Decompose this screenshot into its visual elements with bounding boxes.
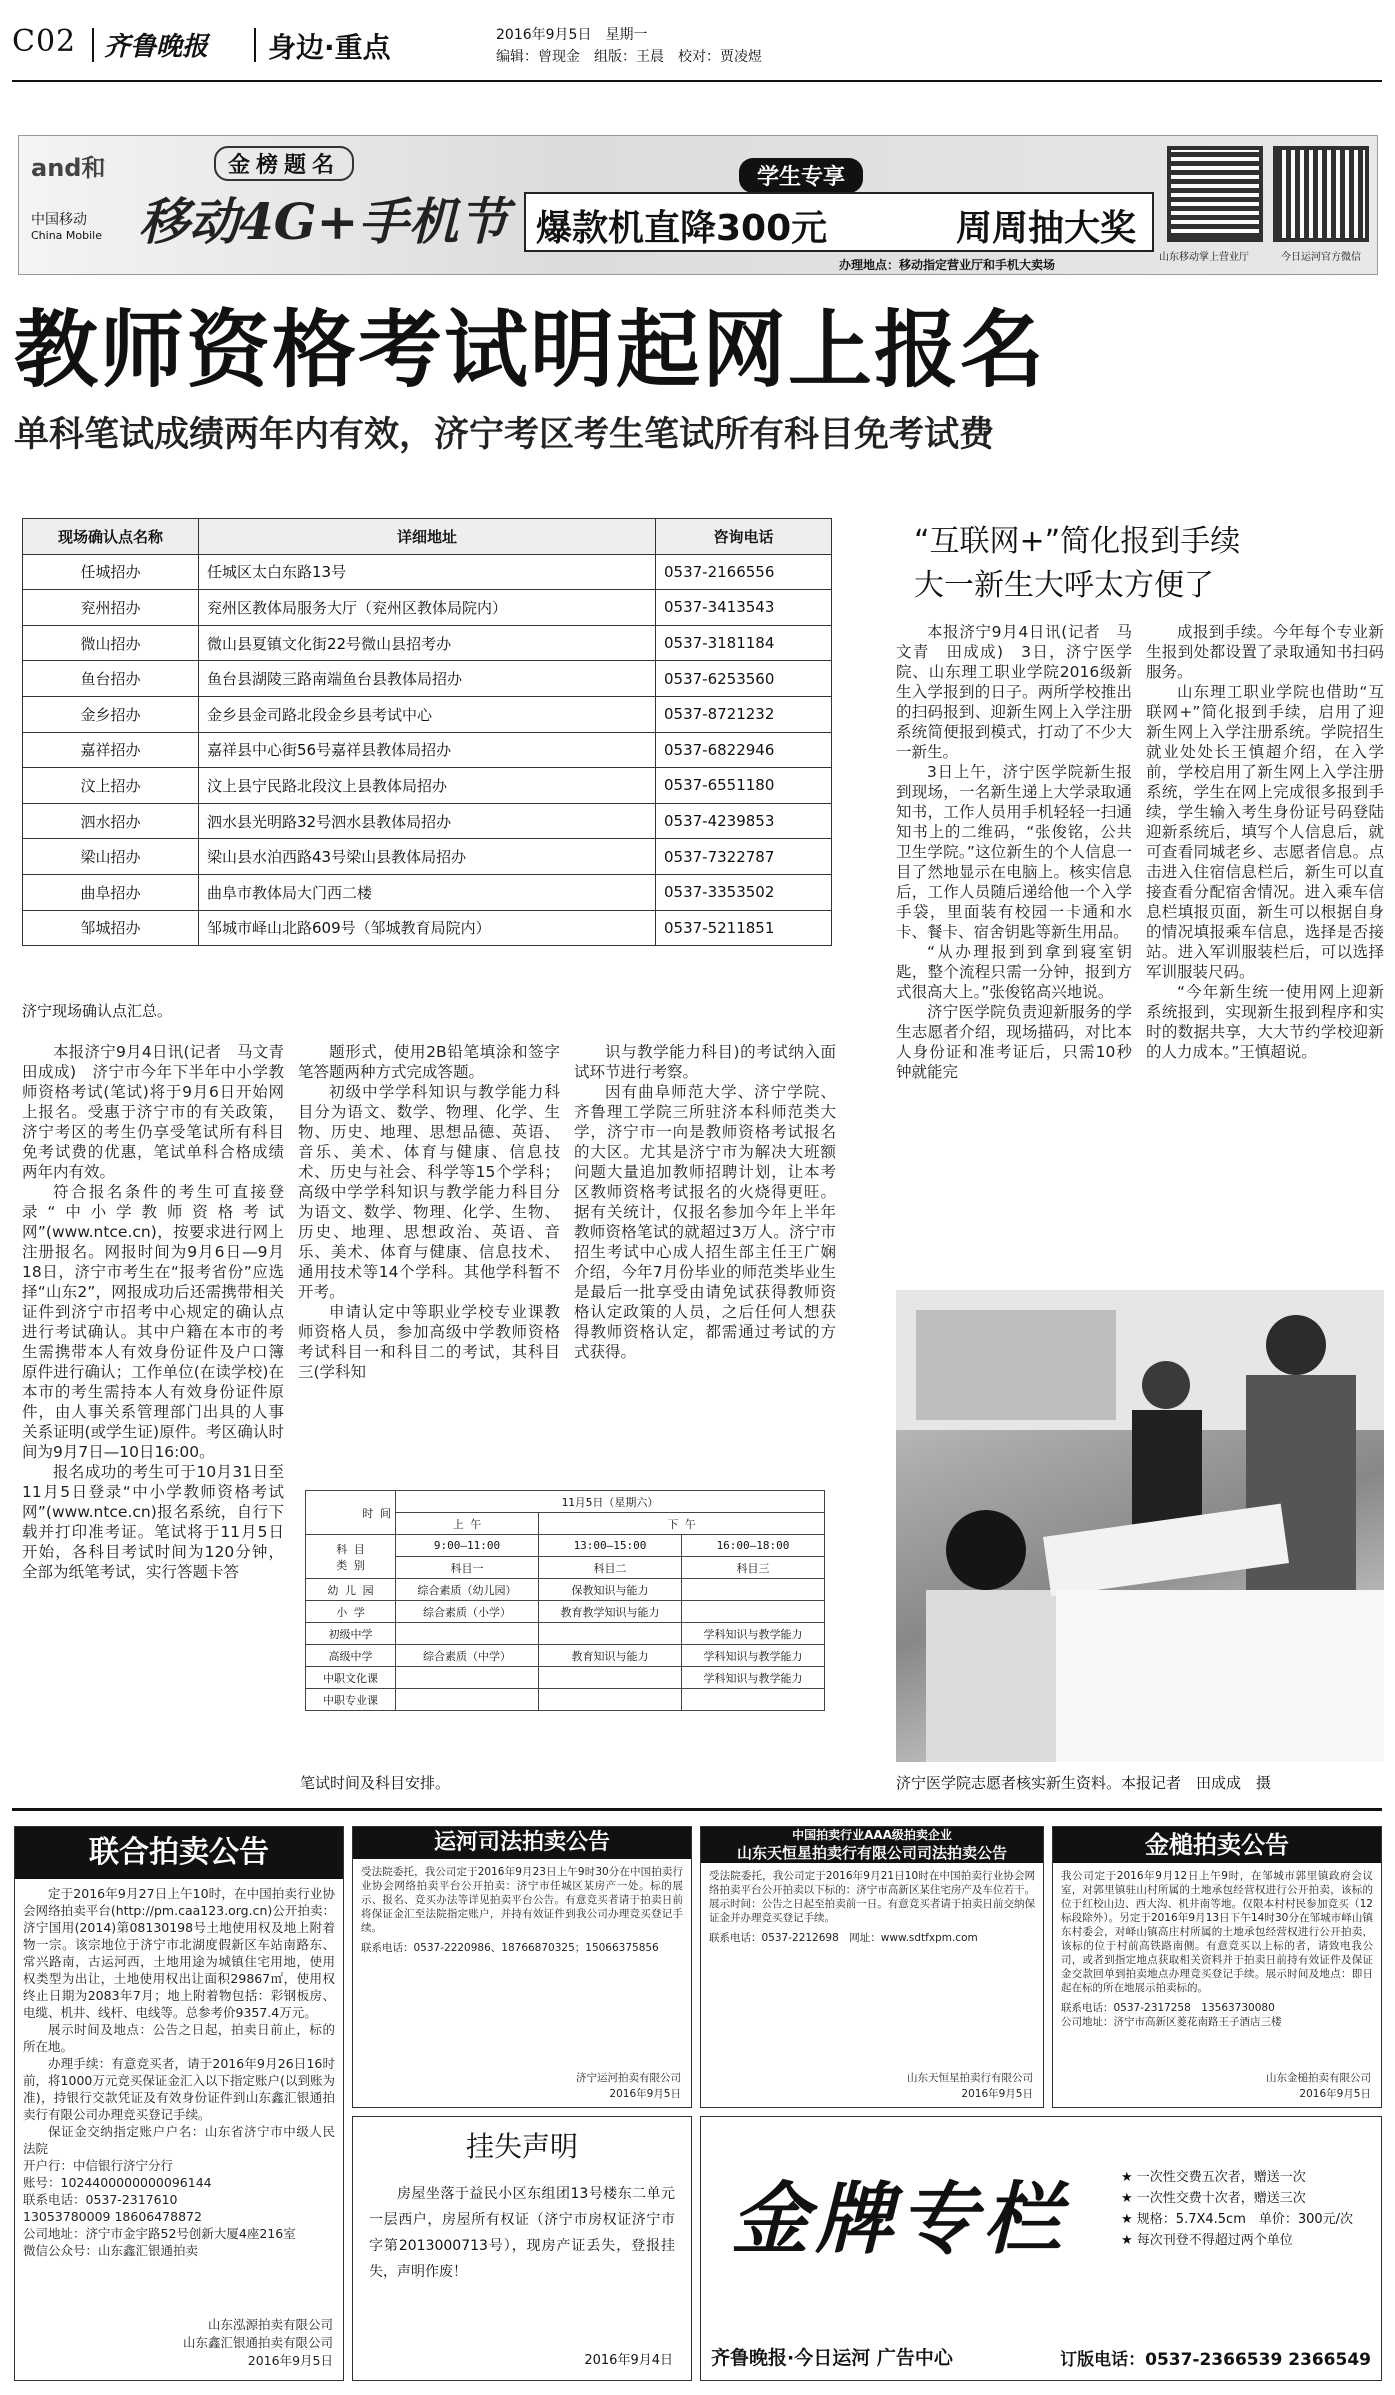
auction1-line: 公司地址：济宁市金宇路52号创新大厦4座216室 (23, 2226, 296, 2241)
gold-column-phone: 订版电话：0537-2366539 2366549 (1060, 2350, 1371, 2370)
auction4-contact: 联系电话：0537-2317258 13563730080 (1061, 2002, 1275, 2014)
main-article-paragraph: 识与教学能力科目)的考试纳入面试环节进行考察。 (574, 1043, 836, 1081)
side-article-paragraph: “从办理报到到拿到寝室钥匙，整个流程只需一分钟，报到方式很高大上。”张俊铭高兴地说。 (896, 943, 1132, 1001)
photo-table (1056, 1590, 1384, 1762)
side-article-paragraph: 济宁医学院负责迎新服务的学生志愿者介绍，现场描码，对比本人身份证和准考证后，只需10秒钟就能完 (896, 1003, 1132, 1081)
qr-code-2 (1273, 146, 1369, 242)
table-row (23, 910, 832, 946)
table-header-site: 现场确认点名称 (23, 519, 199, 555)
schedule-cell: 初级中学 (306, 1623, 396, 1645)
site-name-cell: 邹城招办 (23, 910, 199, 946)
phone-cell: 0537-3413543 (656, 590, 832, 626)
schedule-caption: 笔试时间及科目安排。 (300, 1774, 451, 1792)
auction2-title: 运河司法拍卖公告 (353, 1827, 691, 1859)
star-bullet-icon: ★ (1121, 2191, 1137, 2206)
banner-ad (18, 135, 1378, 275)
main-article-column-1 (22, 1042, 300, 1802)
schedule-cell: 中职专业课 (306, 1689, 396, 1711)
side-article-paragraph: 成报到手续。今年每个专业新生报到处都设置了录取通知书扫码服务。 (1146, 623, 1384, 681)
ad-badge: 学生专享 (739, 158, 863, 193)
schedule-cell (396, 1667, 539, 1689)
ad-address-note: 办理地点：移动指定营业厅和手机大卖场 (839, 258, 1056, 272)
schedule-cell (539, 1667, 682, 1689)
qr-caption-1: 山东移动掌上营业厅 (1159, 252, 1249, 263)
main-article-paragraph: 初级中学学科知识与教学能力科目分为语文、数学、物理、化学、生物、历史、地理、思想品德、英语、音乐、美术、体育与健康、信息技术、历史与社会、科学等15个学科；高级中学学科知识与教学能力科目分为语文、数学、物理、化学、生物、历史、地理、思想政治、英语、音乐、美术、体育与健康、信息技术、通用技术等14个学科。其他学科暂不开考。 (298, 1083, 560, 1301)
gold-column-bullet (1121, 2167, 1371, 2188)
photo-person-body-1 (1132, 1410, 1202, 1530)
site-name-cell: 嘉祥招办 (23, 732, 199, 768)
auction2-body: 受法院委托，我公司定于2016年9月23日上午9时30分在中国拍卖行业协会网络拍卖平台公开拍卖：济宁市任城区某房产一处。标的展示、报名、竞买办法等详见拍卖平台公告。有意竞买者请于拍卖日前将保证金汇至法院指定账户，并持有效证件到我公司办理竞买登记手续。 (361, 1866, 683, 1934)
auction4-signature: 山东金槌拍卖有限公司 (1266, 2072, 1371, 2084)
address-cell: 泗水县光明路32号泗水县教体局招办 (199, 803, 656, 839)
ad-offer (524, 192, 1154, 252)
address-cell: 任城区太白东路13号 (199, 554, 656, 590)
auction3-body: 受法院委托，我公司定于2016年9月21日10时在中国拍卖行业协会网络拍卖平台公开拍卖以下标的：济宁市高新区某住宅房产及车位若干。展示时间：公告之日起至拍卖前一日。有意竞买者请于拍卖日前交纳保证金并办理竞买登记手续。 (709, 1870, 1035, 1924)
auction1-line: 定于2016年9月27日上午10时，在中国拍卖行业协会网络拍卖平台(http://pm.caa123.org.cn)公开拍卖：济宁国用(2014)第08130198号土地使用权及地上附着物一宗。该宗地位于济宁市北湖度假新区车站南路东、常兴路南，古运河西，土地用途为城镇住宅用地，使用权类型为出让，土地使用权出让面积29867㎡，使用权终止日期为2083年7月；地上附着物包括：彩钢板房、电缆、机井、线杆、电线等。总参考价9357.4万元。 (23, 1886, 335, 2020)
lost-notice-body: 房屋坐落于益民小区东组团13号楼东二单元一层西户，房屋所有权证（济宁市房权证济宁市字第2013000713号），现房产证丢失，登报挂失，声明作废！ (369, 2186, 675, 2280)
schedule-label-category: 类 别 (336, 1558, 365, 1572)
auction2-contact: 联系电话：0537-2220986、18766870325；15066375856 (361, 1942, 659, 1954)
auction3-signature: 山东天恒星拍卖行有限公司 (907, 2072, 1033, 2084)
gold-column-brand: 齐鲁晚报·今日运河 广告中心 (711, 2347, 953, 2369)
ad-tagline: 金榜题名 (214, 146, 354, 181)
star-bullet-icon: ★ (1121, 2233, 1137, 2248)
paper-logo: 齐鲁晚报 (104, 32, 209, 62)
star-bullet-icon: ★ (1121, 2170, 1137, 2185)
table-row (23, 590, 832, 626)
phone-cell: 0537-6822946 (656, 732, 832, 768)
photo-person-head-3 (946, 1510, 1026, 1590)
brand-name-cn: 中国移动 (31, 212, 87, 228)
schedule-cell: 幼 儿 园 (306, 1579, 396, 1601)
gold-column-bullet (1121, 2230, 1371, 2251)
schedule-cell: 高级中学 (306, 1645, 396, 1667)
news-photo-volunteers (896, 1290, 1384, 1762)
schedule-row (306, 1667, 825, 1689)
auction3-contact: 联系电话：0537-2212698 网址：www.sdtfxpm.com (709, 1932, 978, 1944)
site-name-cell: 金乡招办 (23, 696, 199, 732)
schedule-cell: 学科知识与教学能力 (682, 1645, 825, 1667)
site-name-cell: 梁山招办 (23, 839, 199, 875)
auction-notice-jinchui (1052, 1826, 1382, 2108)
schedule-cell (539, 1689, 682, 1711)
main-article-paragraph: 申请认定中等职业学校专业课教师资格人员，参加高级中学教师资格考试科目一和科目二的考试，其科目三(学科知 (298, 1303, 560, 1381)
ad-headline: 移动4G+手机节 (139, 192, 509, 251)
section-rule-classifieds (12, 1808, 1382, 1811)
main-article-paragraph: 符合报名条件的考生可直接登录“中小学教师资格考试网”(www.ntce.cn)，按要求进行网上注册报名。网报时间为9月6日—9月18日，济宁市考生在“报考省份”应选择“山东2”，网报成功后还需携带相关证件到济宁市招考中心规定的确认点进行考试确认。其中户籍在本市的考生需携带本人有效身份证件及户口簿原件进行确认；工作单位(在读学校)在本市的考生需持本人有效身份证件原件，由人事关系管理部门出具的人事关系证明(或学生证)原件。考区确认时间为9月7日—10日16:00。 (22, 1183, 284, 1461)
schedule-label-time: 时 间 (362, 1506, 391, 1520)
phone-cell: 0537-4239853 (656, 803, 832, 839)
schedule-subject-2: 科目二 (539, 1557, 682, 1579)
star-bullet-icon: ★ (1121, 2212, 1137, 2227)
schedule-cell (682, 1579, 825, 1601)
schedule-cell: 学科知识与教学能力 (682, 1623, 825, 1645)
address-cell: 曲阜市教体局大门西二楼 (199, 874, 656, 910)
schedule-am: 上 午 (396, 1513, 539, 1535)
auction1-line: 13053780009 18606478872 (23, 2209, 202, 2224)
masthead-divider (92, 28, 94, 62)
side-article-column-2 (1146, 622, 1384, 1274)
phone-cell: 0537-2166556 (656, 554, 832, 590)
main-article-paragraph: 因有曲阜师范大学、济宁学院、齐鲁理工学院三所驻济本科师范类大学，济宁市一向是教师资格考试报名的大区。尤其是济宁市为解决大班额问题大量追加教师招聘计划，让本考区教师资格考试报名的火烧得更旺。据有关统计，仅报名参加今年上半年教师资格笔试的就超过3万人。济宁市招生考试中心成人招生部主任王广娴介绍，今年7月份毕业的师范类毕业生是最后一批享受由请免试获得教师资格认定政策的人员，之后任何人想获得教师资格认定，都需通过考试的方式获得。 (574, 1083, 836, 1361)
section-title: 身边·重点 (268, 31, 391, 64)
masthead-divider-2 (254, 28, 256, 62)
photo-illustration (896, 1290, 1384, 1762)
lost-notice-title: 挂失声明 (465, 2130, 578, 2163)
auction4-address: 公司地址：济宁市高新区菱花南路王子酒店三楼 (1061, 2016, 1282, 2028)
schedule-cell: 综合素质（中学） (396, 1645, 539, 1667)
schedule-slot-2: 13:00—15:00 (539, 1535, 682, 1557)
address-cell: 鱼台县湖陵三路南端鱼台县教体局招办 (199, 661, 656, 697)
lost-notice (352, 2116, 692, 2381)
auction1-line: 办理手续：有意竞买者，请于2016年9月26日16时前，将1000万元竞买保证金汇入以下指定账户(以到账为准)，持银行交款凭证及有效身份证件到山东鑫汇银通拍卖行有限公司办理竞买登记手续。 (23, 2056, 335, 2122)
site-name-cell: 汶上招办 (23, 768, 199, 804)
photo-caption: 济宁医学院志愿者核实新生资料。本报记者 田成成 摄 (896, 1774, 1272, 1792)
schedule-cell: 综合素质（幼儿园） (396, 1579, 539, 1601)
brand-name-en: China Mobile (31, 229, 103, 242)
auction-notice-union (14, 1826, 344, 2381)
photo-person-head-1 (1142, 1361, 1190, 1409)
lost-notice-date: 2016年9月4日 (584, 2353, 673, 2368)
gold-column-bullet (1121, 2209, 1371, 2230)
phone-cell: 0537-8721232 (656, 696, 832, 732)
gold-column-ad (700, 2116, 1382, 2381)
schedule-row (306, 1601, 825, 1623)
main-article-paragraph: 题形式，使用2B铅笔填涂和签字笔答题两种方式完成答题。 (298, 1043, 560, 1081)
auction1-date: 2016年9月5日 (247, 2353, 333, 2368)
schedule-cell (682, 1689, 825, 1711)
schedule-cell (682, 1601, 825, 1623)
schedule-cell: 小 学 (306, 1601, 396, 1623)
auction-notice-tianhengxing (700, 1826, 1044, 2108)
china-mobile-logo (31, 148, 131, 258)
schedule-cell: 综合素质（小学） (396, 1601, 539, 1623)
section-rule-top (12, 80, 1382, 82)
address-cell: 邹城市峄山北路609号（邹城教育局院内） (199, 910, 656, 946)
gold-column-bullet-text: 每次刊登不得超过两个单位 (1136, 2233, 1293, 2248)
qr-caption-2: 今日运河官方微信 (1281, 252, 1361, 263)
phone-cell: 0537-7322787 (656, 839, 832, 875)
table-row (23, 625, 832, 661)
schedule-subject-1: 科目一 (396, 1557, 539, 1579)
auction4-date: 2016年9月5日 (1299, 2088, 1371, 2100)
main-article-paragraph: 报名成功的考生可于10月31日至11月5日登录“中小学教师资格考试网”(www.ntce.cn)报名系统，自行下载并打印准考证。笔试将于11月5日开始，各科目考试时间为120分钟，全部为纸笔考试，实行答题卡答 (22, 1463, 284, 1581)
photo-person-body-3 (926, 1590, 1066, 1762)
ad-offer-price: 爆款机直降300元 (536, 208, 828, 249)
auction1-line: 展示时间及地点：公告之日起，拍卖日前止，标的所在地。 (23, 2022, 335, 2054)
main-article-column-3 (574, 1042, 836, 1482)
schedule-cell (539, 1623, 682, 1645)
site-name-cell: 泗水招办 (23, 803, 199, 839)
site-name-cell: 兖州招办 (23, 590, 199, 626)
schedule-pm: 下 午 (539, 1513, 825, 1535)
schedule-corner (306, 1491, 396, 1535)
qr-code-1 (1167, 146, 1263, 242)
schedule-cell: 学科知识与教学能力 (682, 1667, 825, 1689)
table-header-phone: 咨询电话 (656, 519, 832, 555)
schedule-date: 11月5日（星期六） (396, 1491, 825, 1513)
schedule-row (306, 1579, 825, 1601)
phone-cell: 0537-3353502 (656, 874, 832, 910)
table-row (23, 661, 832, 697)
schedule-slot-3: 16:00—18:00 (682, 1535, 825, 1557)
phone-cell: 0537-5211851 (656, 910, 832, 946)
schedule-slot-1: 9:00—11:00 (396, 1535, 539, 1557)
side-article-paragraph: “今年新生统一使用网上迎新系统报到，实现新生报到程序和实时的数据共享，大大节约学校迎新的人力成本。”王慎超说。 (1146, 983, 1384, 1061)
schedule-subject-label (306, 1535, 396, 1579)
auction1-line: 账号：1024400000000096144 (23, 2175, 212, 2190)
schedule-row (306, 1645, 825, 1667)
gold-column-title: 金牌专栏 (731, 2174, 1068, 2265)
table-row (23, 696, 832, 732)
address-cell: 嘉祥县中心街56号嘉祥县教体局招办 (199, 732, 656, 768)
photo-person-body-2 (1246, 1375, 1356, 1615)
photo-building (916, 1310, 1116, 1420)
table-row (23, 803, 832, 839)
side-article-paragraph: 3日上午，济宁医学院新生报到现场，一名新生递上大学录取通知书，工作人员用手机轻轻一扫通知书上的二维码，“张俊铭，公共卫生学院。”这位新生的个人信息一目了然地显示在电脑上。核实信息后，工作人员随后递给他一个入学手袋，里面装有校园一卡通和水卡、餐卡、宿舍钥匙等新生用品。 (896, 763, 1132, 941)
phone-cell: 0537-6551180 (656, 768, 832, 804)
table-header-address: 详细地址 (199, 519, 656, 555)
site-name-cell: 鱼台招办 (23, 661, 199, 697)
side-article-paragraph: 本报济宁9月4日讯(记者 马文青 田成成) 3日，济宁医学院、山东理工职业学院2016级新生入学报到的日子。两所学校推出的扫码报到、迎新生网上入学注册系统简便报到模式，打动了不少大一新生。 (896, 623, 1132, 761)
gold-column-footer (711, 2343, 1371, 2373)
site-name-cell: 曲阜招办 (23, 874, 199, 910)
address-cell: 微山县夏镇文化街22号微山县招考办 (199, 625, 656, 661)
issue-date: 2016年9月5日 星期一 (496, 27, 648, 43)
auction1-line: 联系电话：0537-2317610 (23, 2192, 178, 2207)
phone-cell: 0537-6253560 (656, 661, 832, 697)
schedule-cell: 中职文化课 (306, 1667, 396, 1689)
gold-column-bullets (1121, 2167, 1371, 2251)
auction3-title-2: 山东天恒星拍卖行有限公司司法拍卖公告 (701, 1843, 1043, 1863)
staff-credits: 编辑：曾现金 组版：王晨 校对：贾凌煜 (496, 49, 762, 65)
main-headline: 教师资格考试明起网上报名 (14, 301, 1047, 399)
schedule-cell: 保教知识与能力 (539, 1579, 682, 1601)
address-cell: 梁山县水泊西路43号梁山县教体局招办 (199, 839, 656, 875)
schedule-label-subject: 科 目 (336, 1542, 365, 1556)
main-article-column-2 (298, 1042, 560, 1478)
confirmation-sites-table (22, 518, 832, 946)
schedule-cell: 教育知识与能力 (539, 1645, 682, 1667)
exam-schedule-table (305, 1490, 825, 1711)
schedule-cell (396, 1623, 539, 1645)
auction1-line: 微信公众号：山东鑫汇银通拍卖 (23, 2243, 199, 2258)
side-article-column-1 (896, 622, 1132, 1274)
table-row (23, 554, 832, 590)
auction1-line: 保证金交纳指定账户户名：山东省济宁市中级人民法院 (23, 2124, 335, 2156)
ad-offer-extra: 周周抽大奖 (956, 208, 1137, 249)
auction1-signature-1: 山东泓源拍卖有限公司 (207, 2317, 333, 2332)
auction2-signature: 济宁运河拍卖有限公司 (576, 2072, 681, 2084)
side-headline-1: “互联网+”简化报到手续 (914, 524, 1241, 559)
masthead (12, 20, 1382, 72)
schedule-cell (396, 1689, 539, 1711)
auction3-date: 2016年9月5日 (961, 2088, 1033, 2100)
table-row (23, 874, 832, 910)
auction2-date: 2016年9月5日 (609, 2088, 681, 2100)
address-cell: 兖州区教体局服务大厅（兖州区教体局院内） (199, 590, 656, 626)
auction1-signature-2: 山东鑫汇银通拍卖有限公司 (182, 2335, 333, 2350)
schedule-row (306, 1689, 825, 1711)
site-name-cell: 微山招办 (23, 625, 199, 661)
auction1-line: 开户行：中信银行济宁分行 (23, 2158, 174, 2173)
site-name-cell: 任城招办 (23, 554, 199, 590)
side-headline-2: 大一新生大呼太方便了 (914, 568, 1214, 603)
auction4-title: 金槌拍卖公告 (1053, 1827, 1381, 1863)
schedule-cell: 教育教学知识与能力 (539, 1601, 682, 1623)
gold-column-bullet-text: 一次性交费五次者，赠送一次 (1136, 2170, 1306, 2185)
auction3-title-1: 中国拍卖行业AAA级拍卖企业 (701, 1827, 1043, 1843)
auction-notice-yunhe (352, 1826, 692, 2108)
gold-column-bullet-text: 一次性交费十次者，赠送三次 (1136, 2191, 1306, 2206)
auction4-body: 我公司定于2016年9月12日上午9时，在邹城市郭里镇政府会议室，对郭里镇驻山村所属的土地承包经营权进行公开拍卖，该标的位于红校山边、西大沟、机井南等地。仅限本村村民参加竞买（12标段除外）。另定于2016年9月13日下午14时30分在邹城市峄山镇东村委会，对峄山镇高庄村所属的土地承包经营权进行公开拍卖，该标的位于村前高铁路南侧。有意竞买以上标的者，请致电我公司，或者到指定地点获取相关资料并于拍卖日前持有效证件及保证金交款回单到拍卖地点办理竞买登记手续。展示时间及地点：即日起在标的所在地展示拍卖标的。 (1061, 1870, 1373, 1994)
schedule-row (306, 1623, 825, 1645)
gold-column-bullet-text: 规格：5.7X4.5cm 单价：300元/次 (1136, 2212, 1354, 2227)
table-caption: 济宁现场确认点汇总。 (22, 1002, 173, 1020)
address-cell: 汶上县宁民路北段汶上县教体局招办 (199, 768, 656, 804)
table-row (23, 839, 832, 875)
photo-person-head-2 (1266, 1315, 1326, 1375)
address-cell: 金乡县金司路北段金乡县考试中心 (199, 696, 656, 732)
main-article-paragraph: 本报济宁9月4日讯(记者 马文青 田成成) 济宁市今年下半年中小学教师资格考试(笔试)将于9月6日开始网上报名。受惠于济宁市的有关政策，济宁考区的考生仍享受笔试所有科目免考试费的优惠，笔试单科合格成绩两年内有效。 (22, 1043, 300, 1181)
table-row (23, 768, 832, 804)
page-number: C02 (12, 24, 77, 59)
and-logo-icon: and和 (31, 154, 106, 182)
auction1-body (15, 1879, 343, 2265)
table-row (23, 732, 832, 768)
gold-column-bullet (1121, 2188, 1371, 2209)
schedule-subject-3: 科目三 (682, 1557, 825, 1579)
main-subheadline: 单科笔试成绩两年内有效，济宁考区考生笔试所有科目免考试费 (14, 415, 995, 455)
auction1-title: 联合拍卖公告 (15, 1827, 343, 1879)
side-article-paragraph: 山东理工职业学院也借助“互联网+”简化报到手续，启用了迎新生网上入学注册系统。学院招生就业处处长王慎超介绍，在入学前，学校启用了新生网上入学注册系统，学生在网上完成很多报到手续，学生输入考生身份证号码登陆迎新系统后，填写个人信息后，就可查看同城老乡、志愿者信息。点击进入住宿信息栏后，新生可以直接查看分配宿舍情况。进入乘车信息栏填报页面，新生可以根据自身的情况填报乘车信息，选择是否接站。进入军训服装栏后，可以选择军训服装尺码。 (1146, 683, 1384, 981)
phone-cell: 0537-3181184 (656, 625, 832, 661)
